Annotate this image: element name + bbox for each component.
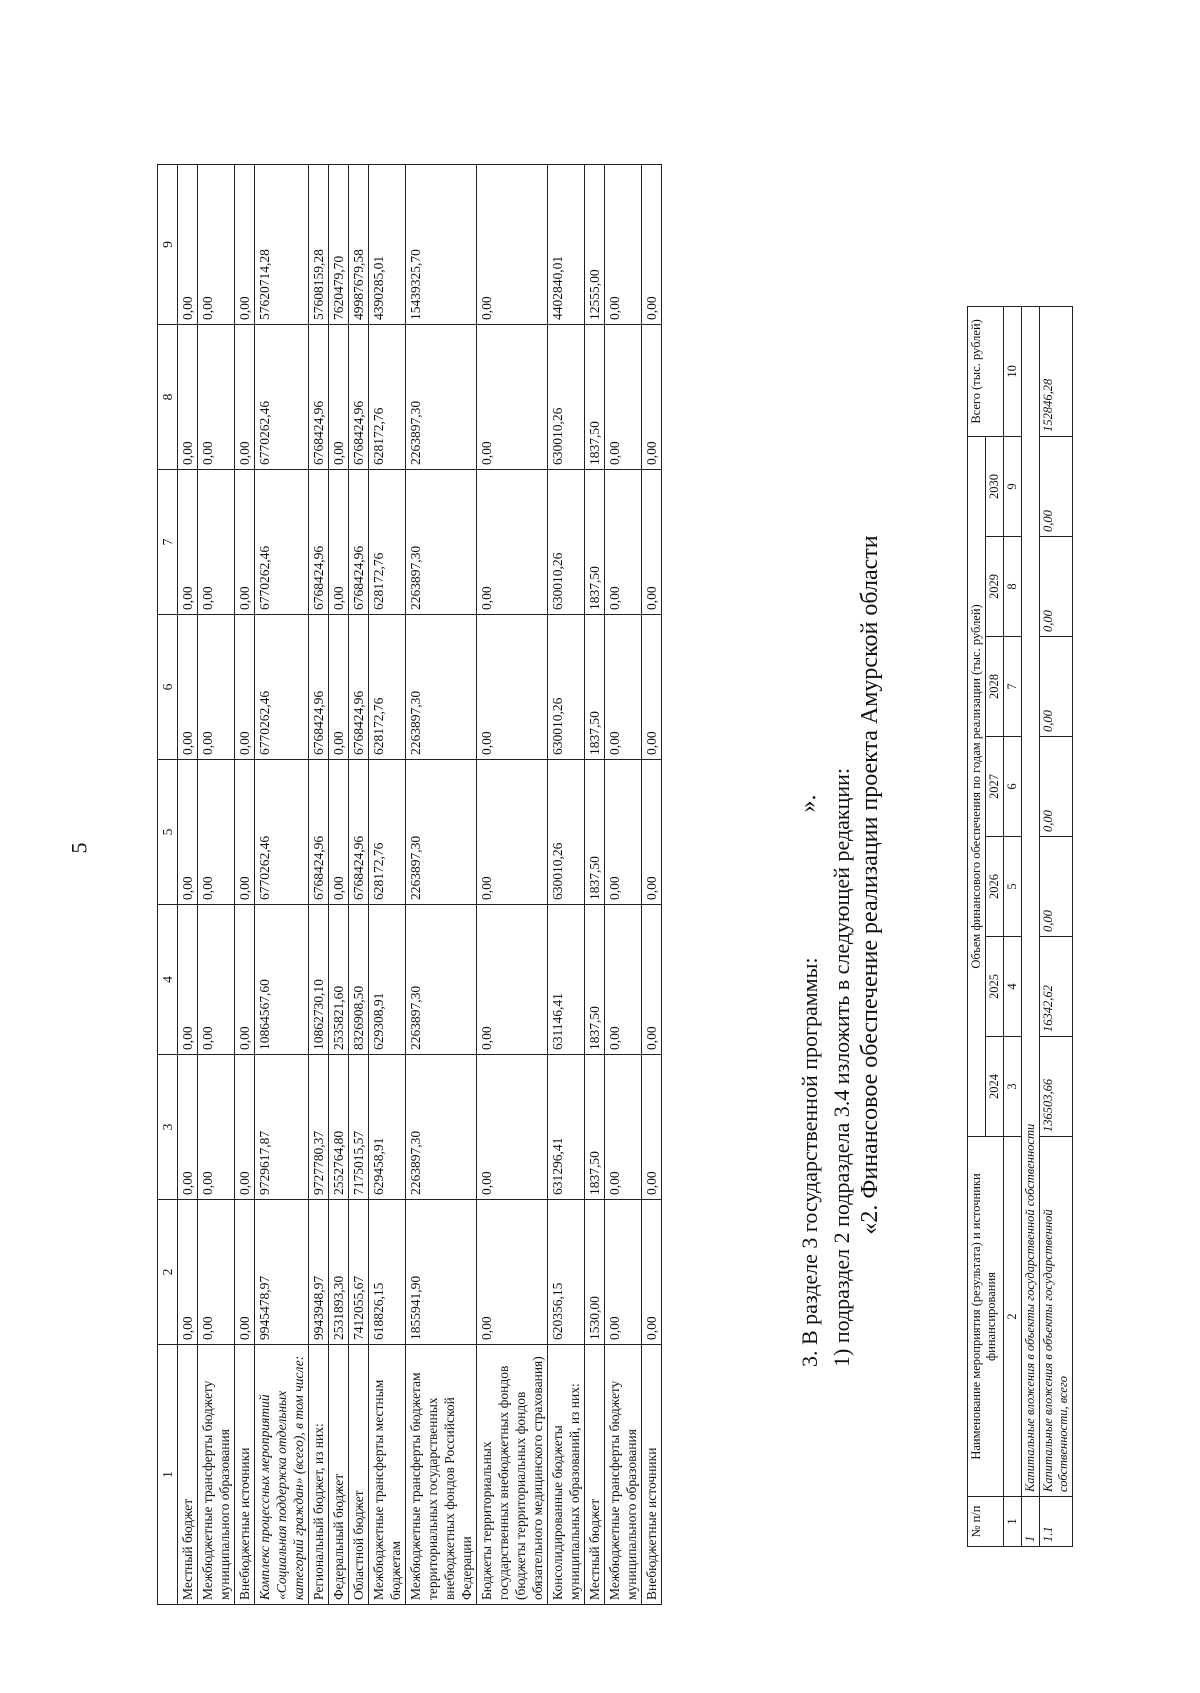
row-label: Региональный бюджет, из них:: [309, 1345, 329, 1605]
row-value: 6768424,96: [349, 615, 369, 760]
row-value: 1837,50: [585, 1055, 605, 1200]
row-value: 6770262,46: [255, 760, 309, 905]
year-header: 2026: [986, 837, 1004, 937]
col-num-header: № п/п: [968, 1497, 1004, 1547]
section-title-num: 1: [1022, 1497, 1040, 1547]
section-title-row: [1022, 306, 1040, 1546]
table-row: [369, 165, 406, 1605]
row-value: 631146,41: [548, 905, 585, 1055]
row-value: 6768424,96: [349, 325, 369, 470]
table-row: [178, 165, 198, 1605]
row-value: 0,00: [477, 1200, 548, 1345]
row-value: 0,00: [178, 760, 198, 905]
row-value: 1837,50: [585, 325, 605, 470]
index-cell: 9: [1004, 436, 1022, 536]
row-value: 2263897,30: [406, 325, 477, 470]
col-name-header: Наименование мероприятия (результата) и источники финансирования: [968, 1137, 1004, 1497]
row-value: 10862730,10: [309, 905, 329, 1055]
row-value: 628172,76: [369, 325, 406, 470]
row-value: 0,00: [477, 165, 548, 325]
row-value: 0,00: [605, 905, 642, 1055]
row-value: 0,00: [605, 165, 642, 325]
funding-table: [157, 164, 662, 1605]
row-label: Федеральный бюджет: [329, 1345, 349, 1605]
section-heading: «2. Финансовое обеспечение реализации проекта Амурской области: [857, 535, 883, 1235]
row-value: 0,00: [1040, 436, 1073, 536]
row-value: 6768424,96: [309, 760, 329, 905]
row-value: 0,00: [235, 615, 255, 760]
row-value: 0,00: [235, 1055, 255, 1200]
column-header: 1: [158, 1345, 178, 1605]
row-value: 0,00: [198, 1200, 235, 1345]
table-row: [329, 165, 349, 1605]
row-label: Межбюджетные трансферты бюджету муниципального образования: [198, 1345, 235, 1605]
row-value: 1837,50: [585, 905, 605, 1055]
row-value: 0,00: [642, 760, 662, 905]
year-header: 2027: [986, 737, 1004, 837]
row-value: 49987679,58: [349, 165, 369, 325]
row-value: 0,00: [1040, 537, 1073, 637]
row-value: 1837,50: [585, 470, 605, 615]
row-label: Местный бюджет: [585, 1345, 605, 1605]
row-value: 1837,50: [585, 615, 605, 760]
row-value: 9729617,87: [255, 1055, 309, 1200]
column-header: 7: [158, 470, 178, 615]
row-value: 2531893,30: [329, 1200, 349, 1345]
index-cell: 3: [1004, 1037, 1022, 1137]
row-value: 7412055,67: [349, 1200, 369, 1345]
row-value: 0,00: [329, 615, 349, 760]
row-value: 618826,15: [369, 1200, 406, 1345]
row-value: 0,00: [605, 615, 642, 760]
row-value: 0,00: [235, 760, 255, 905]
page-number: 5: [66, 842, 92, 854]
row-value: 7620479,70: [329, 165, 349, 325]
table-row: [349, 165, 369, 1605]
row-value: 628172,76: [369, 470, 406, 615]
index-cell: 1: [1004, 1497, 1022, 1547]
row-value: 0,00: [198, 1055, 235, 1200]
row-value: 0,00: [605, 1200, 642, 1345]
row-label: Внебюджетные источники: [642, 1345, 662, 1605]
row-value: 2263897,30: [406, 905, 477, 1055]
row-value: 6768424,96: [309, 325, 329, 470]
section-line-1: 3. В разделе 3 государственной программы:: [797, 957, 822, 1367]
table-row: [406, 165, 477, 1605]
row-value: 0,00: [235, 325, 255, 470]
row-label: Комплекс процессных мероприятий «Социальная поддержка отдельных категорий граждан» (всего), в том числе:: [255, 1345, 309, 1605]
header-row: [158, 165, 178, 1605]
index-cell: 5: [1004, 837, 1022, 937]
row-value: 2263897,30: [406, 470, 477, 615]
row-value: 6770262,46: [255, 470, 309, 615]
index-cell: 8: [1004, 537, 1022, 637]
row-label: Межбюджетные трансферты бюджетам территориальных государственных внебюджетных фондов Российской Федерации: [406, 1345, 477, 1605]
row-value: 631296,41: [548, 1055, 585, 1200]
row-value: 0,00: [198, 470, 235, 615]
index-cell: 10: [1004, 306, 1022, 436]
row-value: 0,00: [178, 615, 198, 760]
row-value: 0,00: [477, 470, 548, 615]
row-value: 0,00: [605, 760, 642, 905]
row-value: 0,00: [178, 165, 198, 325]
index-row: [1004, 306, 1022, 1546]
row-value: 0,00: [329, 470, 349, 615]
row-value: 0,00: [198, 165, 235, 325]
row-value: 9943948,97: [309, 1200, 329, 1345]
index-cell: 4: [1004, 937, 1022, 1037]
table-row: [1040, 306, 1073, 1546]
row-value: 629458,91: [369, 1055, 406, 1200]
row-value: 2263897,30: [406, 615, 477, 760]
row-value: 0,00: [642, 165, 662, 325]
row-value: 4402840,01: [548, 165, 585, 325]
row-value: 7175015,57: [349, 1055, 369, 1200]
table-row: [548, 165, 585, 1605]
year-header: 2024: [986, 1037, 1004, 1137]
row-value: 0,00: [605, 325, 642, 470]
row-value: 9945478,97: [255, 1200, 309, 1345]
row-value: 57608159,28: [309, 165, 329, 325]
row-value: 6770262,46: [255, 615, 309, 760]
row-value: 0,00: [178, 325, 198, 470]
table-row: [198, 165, 235, 1605]
row-value: 0,00: [198, 760, 235, 905]
column-header: 4: [158, 905, 178, 1055]
year-header: 2030: [986, 436, 1004, 536]
project-funding-table: [967, 306, 1073, 1547]
row-total: 152846,28: [1040, 306, 1073, 436]
col-total-header: Всего (тыс. рублей): [968, 306, 1004, 436]
row-value: 620356,15: [548, 1200, 585, 1345]
row-value: 6768424,96: [309, 470, 329, 615]
funding-table-body: [178, 165, 662, 1605]
table-row: [477, 165, 548, 1605]
row-label: Бюджеты территориальных государственных внебюджетных фондов (бюджеты территориальных фондов обязательного медицинского страхования): [477, 1345, 548, 1605]
row-value: 2263897,30: [406, 760, 477, 905]
index-cell: 2: [1004, 1137, 1022, 1497]
year-header: 2028: [986, 637, 1004, 737]
row-value: 630010,26: [548, 470, 585, 615]
row-value: 4390285,01: [369, 165, 406, 325]
column-header: 6: [158, 615, 178, 760]
section-line-2: 1) подраздел 2 подраздела 3.4 изложить в следующей редакции:: [829, 767, 854, 1367]
row-value: 628172,76: [369, 615, 406, 760]
row-value: 0,00: [642, 615, 662, 760]
table-row: [585, 165, 605, 1605]
row-label: Консолидированные бюджеты муниципальных образований, из них:: [548, 1345, 585, 1605]
row-value: 0,00: [477, 760, 548, 905]
row-value: 0,00: [329, 325, 349, 470]
row-value: 0,00: [235, 905, 255, 1055]
row-value: 2263897,30: [406, 1055, 477, 1200]
row-label: Межбюджетные трансферты местным бюджетам: [369, 1345, 406, 1605]
row-value: 6770262,46: [255, 325, 309, 470]
row-value: 0,00: [642, 905, 662, 1055]
row-value: 628172,76: [369, 760, 406, 905]
row-value: 0,00: [198, 325, 235, 470]
row-value: 15439325,70: [406, 165, 477, 325]
row-value: 630010,26: [548, 325, 585, 470]
column-header: 8: [158, 325, 178, 470]
row-value: 0,00: [477, 905, 548, 1055]
row-value: 1530,00: [585, 1200, 605, 1345]
row-value: 0,00: [178, 905, 198, 1055]
row-value: 0,00: [235, 1200, 255, 1345]
index-cell: 6: [1004, 737, 1022, 837]
row-value: 0,00: [198, 905, 235, 1055]
row-value: 0,00: [642, 1200, 662, 1345]
column-header: 9: [158, 165, 178, 325]
closing-quote: ».: [795, 794, 822, 813]
year-header: 2025: [986, 937, 1004, 1037]
row-value: 2535821,60: [329, 905, 349, 1055]
table-row: [235, 165, 255, 1605]
table-row: [605, 165, 642, 1605]
row-value: 9727780,37: [309, 1055, 329, 1200]
year-header: 2029: [986, 537, 1004, 637]
table-row: [255, 165, 309, 1605]
row-value: 0,00: [605, 1055, 642, 1200]
row-value: 0,00: [235, 470, 255, 615]
col-volume-header: Объем финансового обеспечения по годам реализации (тыс. рублей): [968, 436, 986, 1136]
row-value: 6768424,96: [309, 615, 329, 760]
row-value: 630010,26: [548, 760, 585, 905]
row-value: 0,00: [477, 325, 548, 470]
row-value: 16342,62: [1040, 937, 1073, 1037]
row-label: Внебюджетные источники: [235, 1345, 255, 1605]
row-value: 10864567,60: [255, 905, 309, 1055]
row-value: 6768424,96: [349, 760, 369, 905]
table-row: [309, 165, 329, 1605]
row-value: 630010,26: [548, 615, 585, 760]
index-cell: 7: [1004, 637, 1022, 737]
section-title: Капитальные вложения в объекты государственной собственности: [1022, 306, 1040, 1496]
table-row: [642, 165, 662, 1605]
row-label: Местный бюджет: [178, 1345, 198, 1605]
row-value: 0,00: [178, 1200, 198, 1345]
row-value: 1837,50: [585, 760, 605, 905]
row-value: 0,00: [198, 615, 235, 760]
row-value: 2552764,80: [329, 1055, 349, 1200]
row-value: 0,00: [235, 165, 255, 325]
row-value: 6768424,96: [349, 470, 369, 615]
row-value: 57620714,28: [255, 165, 309, 325]
row-value: 8326908,50: [349, 905, 369, 1055]
row-value: 0,00: [1040, 837, 1073, 937]
row-value: 0,00: [477, 615, 548, 760]
row-value: 0,00: [642, 470, 662, 615]
row-value: 0,00: [477, 1055, 548, 1200]
row-value: 0,00: [605, 470, 642, 615]
row-num: 1.1: [1040, 1497, 1073, 1547]
column-header: 5: [158, 760, 178, 905]
rotated-page-content: [157, 165, 1200, 1605]
column-header: 3: [158, 1055, 178, 1200]
row-value: 0,00: [642, 1055, 662, 1200]
row-value: 0,00: [1040, 637, 1073, 737]
row-value: 136503,66: [1040, 1037, 1073, 1137]
table2-header-row: [968, 306, 986, 1546]
row-value: 629308,91: [369, 905, 406, 1055]
row-label: Областной бюджет: [349, 1345, 369, 1605]
row-label: Капитальные вложения в объекты государственной собственности, всего: [1040, 1137, 1073, 1497]
row-label: Межбюджетные трансферты бюджету муниципального образования: [605, 1345, 642, 1605]
row-value: 0,00: [329, 760, 349, 905]
row-value: 0,00: [1040, 737, 1073, 837]
row-value: 0,00: [178, 470, 198, 615]
row-value: 0,00: [178, 1055, 198, 1200]
row-value: 1855941,90: [406, 1200, 477, 1345]
column-header: 2: [158, 1200, 178, 1345]
row-value: 0,00: [642, 325, 662, 470]
row-value: 12555,00: [585, 165, 605, 325]
